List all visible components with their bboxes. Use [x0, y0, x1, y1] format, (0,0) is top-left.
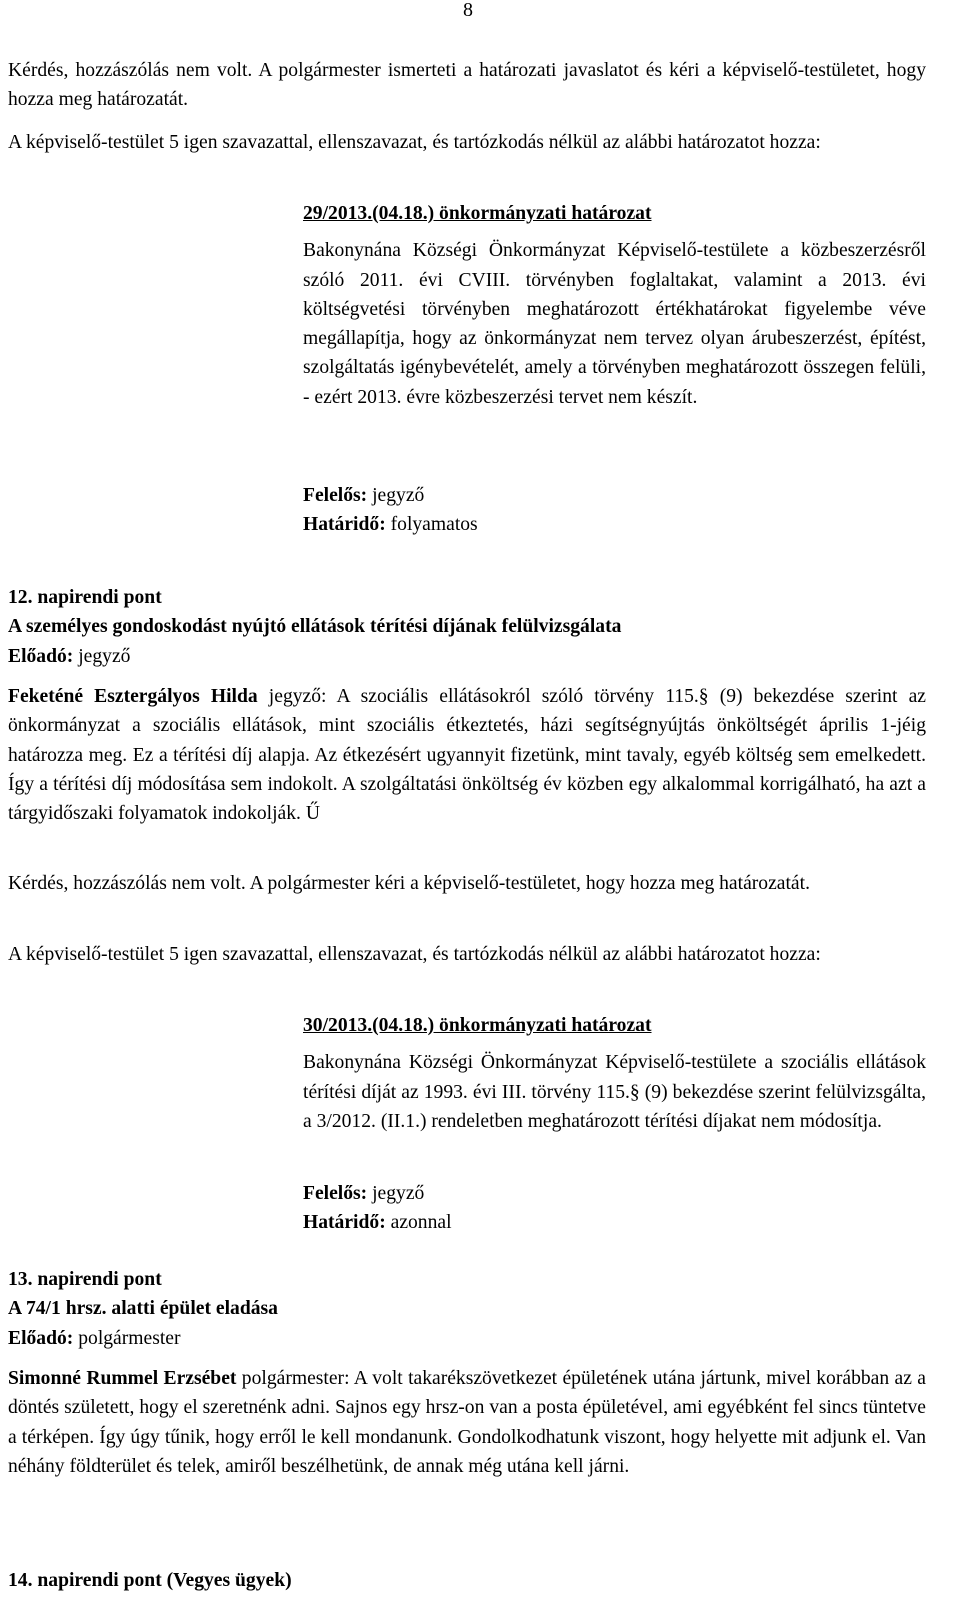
responsible-value: jegyző: [367, 1183, 425, 1204]
resolution-heading: 29/2013.(04.18.) önkormányzati határozat: [303, 203, 652, 224]
responsible-line: [303, 481, 926, 510]
agenda-title: A 74/1 hrsz. alatti épület eladása: [8, 1298, 278, 1320]
agenda-number: 12. napirendi pont: [8, 587, 162, 608]
resolution-29-meta: [303, 481, 926, 540]
agenda-number: 13. napirendi pont: [8, 1269, 162, 1290]
paragraph: [8, 682, 926, 828]
presenter-line: [8, 642, 926, 671]
deadline-value: folyamatos: [385, 514, 478, 536]
resolution-body: Bakonynána Községi Önkormányzat Képviselő-testülete a közbeszerzésről szóló 2011. évi CVIII. törvényben foglaltakat, valamint a 2013. évi költségvetési törvényben meghatározott értékhatárokat figyelembe véve megállapítja, hogy az önkormányzat nem tervez olyan árubeszerzést, építést, szolgáltatás igénybevételét, amely a törvényben meghatározott összegen felüli, - ezért 2013. évre közbeszerzési tervet nem készít.: [303, 240, 926, 408]
responsible-label: Felelős:: [303, 1183, 368, 1204]
presenter-label: Előadó:: [8, 645, 74, 667]
resolution-29: [303, 199, 926, 412]
deadline-line: [303, 1208, 926, 1237]
agenda-title: A személyes gondoskodást nyújtó ellátások térítési díjának felülvizsgálata: [8, 616, 622, 638]
presenter-value: polgármester: [73, 1327, 181, 1349]
page-number: 8: [463, 0, 473, 21]
responsible-value: jegyző: [367, 485, 425, 506]
resolution-body: Bakonynána Községi Önkormányzat Képviselő-testülete a szociális ellátások térítési díját az 1993. évi III. törvény 115.§ (9) bekezdése szerint felülvizsgálta, a 3/2012. (II.1.) rendeletben meghatározott térítési díjakat nem módosítja.: [303, 1052, 926, 1132]
vote-paragraph: [8, 128, 926, 157]
presenter-line: [8, 1324, 926, 1353]
speaker-text: jegyző: A szociális ellátásokról szóló törvény 115.§ (9) bekezdése szerint az önkormányzat a szociális ellátások, mint szociális étkeztetés, házi segítségnyújtás önköltségét április 1-jéig határozza meg. Ez a térítési díj alapja. Az étkezésért ugyannyit fizetünk, mint tavaly, egyéb költség sem emelkedett. Így a térítési díj módosítása sem indokolt. A szolgáltatási önköltség év közben egy alkalommal korrigálható, ha azt a tárgyidőszaki folyamatok indokolják. Ű: [8, 686, 926, 825]
resolution-30-meta: [303, 1179, 926, 1238]
agenda-number: 14. napirendi pont (Vegyes ügyek): [8, 1570, 292, 1591]
deadline-label: Határidő:: [303, 514, 386, 536]
deadline-value: azonnal: [385, 1212, 452, 1234]
speaker-name: Simonné Rummel Erzsébet: [8, 1368, 237, 1389]
vote-paragraph-12: [8, 940, 926, 969]
resolution-30: [303, 1011, 926, 1136]
speaker-text: polgármester: A volt takarékszövetkezet épületének utána jártunk, mivel korábban az a döntés született, hogy el szeretnénk adni. Sajnos egy hrsz-on van a posta épületével, ami egyébként fel sincs tüntetve a térképen. Így úgy tűnik, hogy erről le kell mondanunk. Gondolkodhatunk viszont, hogy helyette mit adjunk el. Van néhány földterület és telek, amiről beszélhetünk, de annak még utána kell járni.: [8, 1368, 926, 1477]
deadline-label: Határidő:: [303, 1212, 386, 1234]
paragraph: A képviselő-testület 5 igen szavazattal, ellenszavazat, és tartózkodás nélkül az alábbi határozatot hozza:: [8, 132, 821, 153]
agenda-item-14: [8, 1566, 926, 1595]
intro-paragraph: [8, 56, 926, 115]
agenda-item-12: [8, 583, 926, 671]
agenda-item-13: [8, 1265, 926, 1353]
speaker-paragraph-13: [8, 1364, 926, 1481]
responsible-label: Felelős:: [303, 485, 368, 506]
speaker-name: Feketéné Esztergályos Hilda: [8, 686, 258, 707]
speaker-paragraph-12: [8, 682, 926, 828]
deadline-line: [303, 510, 926, 539]
paragraph: A képviselő-testület 5 igen szavazattal, ellenszavazat, és tartózkodás nélkül az alábbi határozatot hozza:: [8, 944, 821, 965]
presenter-value: jegyző: [73, 645, 131, 667]
question-paragraph-12: [8, 869, 926, 898]
paragraph: [8, 1364, 926, 1481]
presenter-label: Előadó:: [8, 1327, 74, 1349]
paragraph: Kérdés, hozzászólás nem volt. A polgármester ismerteti a határozati javaslatot és kéri a képviselő-testületet, hogy hozza meg határozatát.: [8, 60, 926, 111]
resolution-heading: 30/2013.(04.18.) önkormányzati határozat: [303, 1015, 652, 1036]
paragraph: Kérdés, hozzászólás nem volt. A polgármester kéri a képviselő-testületet, hogy hozza meg határozatát.: [8, 873, 810, 894]
responsible-line: [303, 1179, 926, 1208]
